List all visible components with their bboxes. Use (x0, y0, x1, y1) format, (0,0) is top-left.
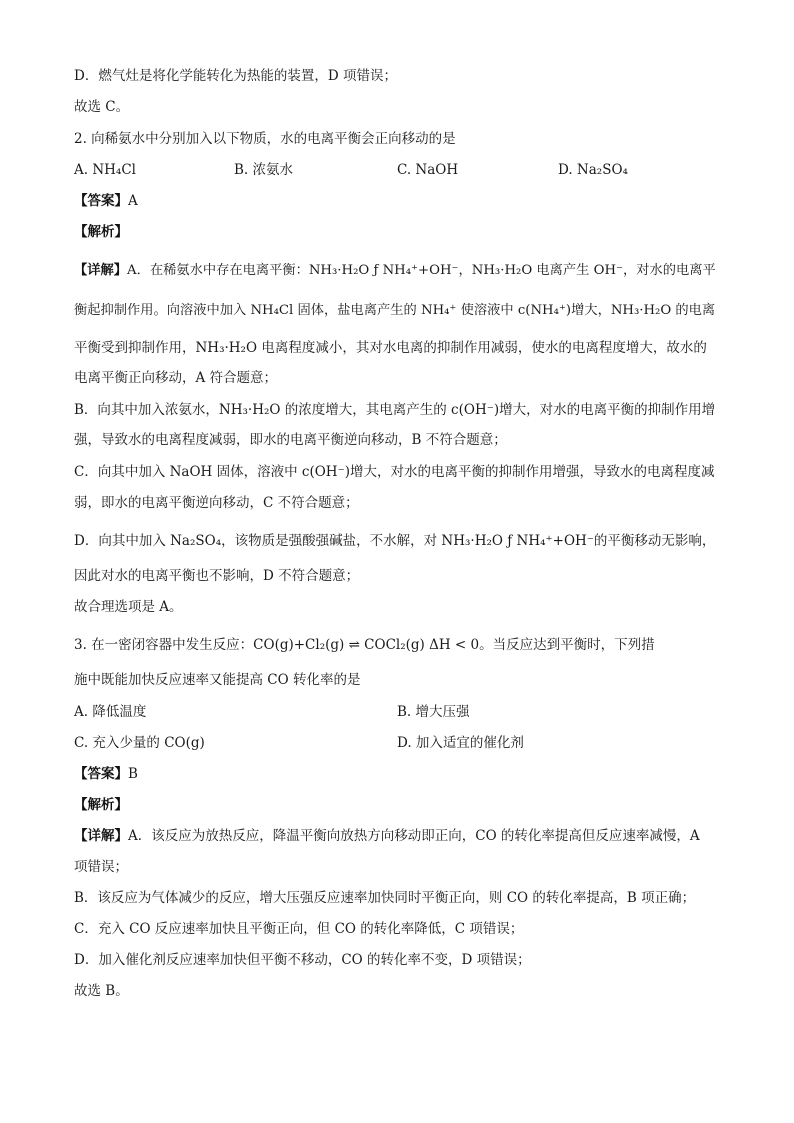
q2-option-a: A. NH₄Cl (74, 162, 136, 178)
q2-detail-line-9: D．向其中加入 Na₂SO₄，该物质是强酸强碱盐，不水解，对 NH₃·H₂O ƒ NH₄⁺+OH⁻的平衡移动无影响， (74, 533, 716, 549)
q3-stem-line-2: 施中既能加快反应速率又能提高 CO 转化率的是 (74, 672, 361, 688)
q2-detail-line-10: 因此对水的电离平衡也不影响，D 不符合题意； (74, 568, 360, 584)
q2-detail-line-1: 【详解】A．在稀氨水中存在电离平衡：NH₃·H₂O ƒ NH₄⁺+OH⁻，NH₃·H₂O 电离产生 OH⁻，对水的电离平 (74, 263, 716, 278)
q3-detail-line-1: 【详解】A．该反应为放热反应，降温平衡向放热方向移动即正向，CO 的转化率提高但反应速率减慢，A (74, 828, 700, 844)
q3-answer-tag: 【答案】 (74, 766, 128, 782)
q3-option-b: B. 增大压强 (397, 704, 470, 720)
q2-option-c: C. NaOH (397, 162, 459, 178)
q2-detail-line-7: C．向其中加入 NaOH 固体，溶液中 c(OH⁻)增大，对水的电离平衡的抑制作用增强，导致水的电离程度减 (74, 464, 715, 480)
q2-detail-line-3: 平衡受到抑制作用，NH₃·H₂O 电离程度减小，其对水电离的抑制作用减弱，使水的电离程度增大，故水的 (74, 340, 707, 356)
q3-answer-value: B (128, 766, 138, 782)
q2-option-d: D. Na₂SO₄ (558, 162, 628, 178)
q2-detail-line-8: 弱，即水的电离平衡逆向移动，C 不符合题意； (74, 495, 359, 511)
q2-detail-tag: 【详解】 (74, 263, 128, 278)
q1-conclusion: 故选 C。 (74, 99, 130, 115)
q3-detail-line-2: 项错误； (74, 859, 128, 875)
q3-option-d: D. 加入适宜的催化剂 (397, 735, 524, 751)
q2-answer-line (74, 192, 724, 210)
q3-detail-line-5: D．加入催化剂反应速率加快但平衡不移动，CO 的转化率不变，D 项错误； (74, 952, 531, 968)
q2-conclusion: 故合理选项是 A。 (74, 599, 183, 615)
q3-detail-line-3: B．该反应为气体减少的反应，增大压强反应速率加快同时平衡正向，则 CO 的转化率提高，B 项正确； (74, 890, 696, 906)
q2-stem: 2. 向稀氨水中分别加入以下物质，水的电离平衡会正向移动的是 (74, 131, 456, 147)
q2-analysis-tag: 【解析】 (74, 224, 128, 240)
q2-detail-line-4: 电离平衡正向移动，A 符合题意； (74, 370, 278, 386)
q3-detail-tag: 【详解】 (74, 828, 128, 844)
q2-detail-line-5: B．向其中加入浓氨水，NH₃·H₂O 的浓度增大，其电离产生的 c(OH⁻)增大，对水的电离平衡的抑制作用增 (74, 402, 716, 418)
q3-option-a: A. 降低温度 (74, 704, 147, 720)
q2-detail-line-2: 衡起抑制作用。向溶液中加入 NH₄Cl 固体，盐电离产生的 NH₄⁺ 使溶液中 c(NH₄⁺)增大，NH₃·H₂O 的电离 (74, 303, 716, 318)
q3-analysis-tag: 【解析】 (74, 797, 128, 813)
q2-detail-line-6: 强，导致水的电离程度减弱，即水的电离平衡逆向移动，B 不符合题意； (74, 432, 507, 448)
q3-stem-line-1: 3. 在一密闭容器中发生反应：CO(g)+Cl₂(g) ⇌ COCl₂(g) ΔH < 0。当反应达到平衡时，下列措 (74, 637, 655, 653)
q2-option-b: B. 浓氨水 (234, 162, 294, 178)
q2-answer-tag: 【答案】 (74, 193, 128, 209)
q1-option-d-explanation: D．燃气灶是将化学能转化为热能的装置，D 项错误； (74, 68, 397, 84)
q3-detail-line-4: C．充入 CO 反应速率加快且平衡正向，但 CO 的转化率降低，C 项错误； (74, 921, 524, 937)
q3-answer-line (74, 765, 724, 783)
q3-option-c: C. 充入少量的 CO(g) (74, 735, 205, 751)
q2-answer-value: A (128, 193, 138, 209)
q3-conclusion: 故选 B。 (74, 983, 129, 999)
